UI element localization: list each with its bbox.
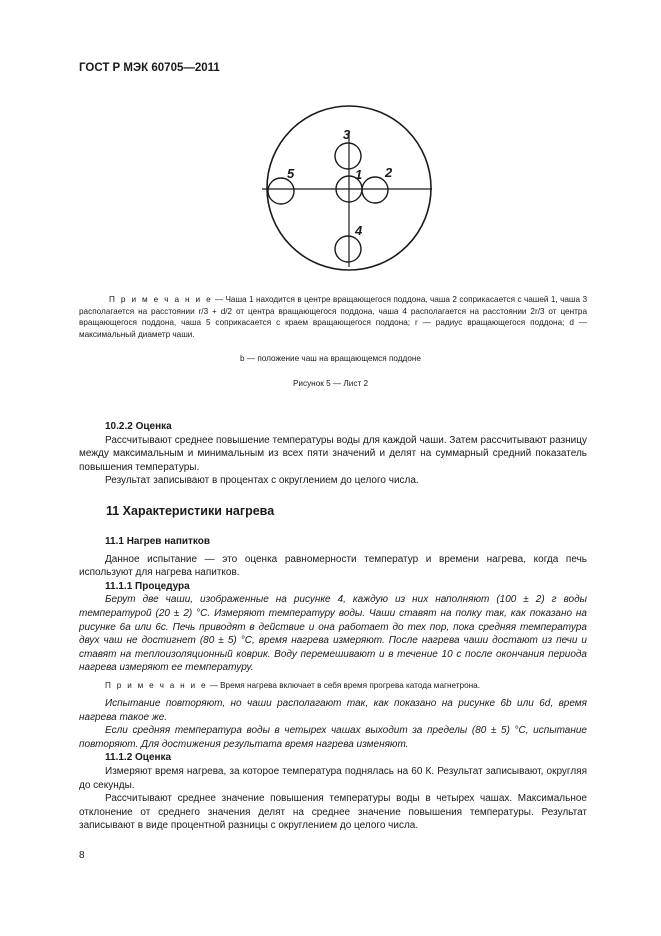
note-prefix: П р и м е ч а н и е [109,295,213,304]
section-10-2-2 [79,420,587,488]
cup-label-4: 4 [355,223,363,238]
section-10-2-2-title: 10.2.2 Оценка [105,421,172,432]
cup-2 [362,177,388,203]
inline-note-prefix: П р и м е ч а н и е [105,680,208,690]
paragraph: Если средняя температура воды в четырех чашах выходит за пределы (80 ± 5) °С, испытание повторяют. Для достижения результата время нагрева изменяют. [79,725,587,750]
figure-caption: Рисунок 5 — Лист 2 [292,379,369,388]
note-text: — Чаша 1 находится в центре вращающегося поддона, чаша 2 соприкасается с чашей 1, чаша 3 располагается на расстоянии r/3 + d/2 от центра вращающегося поддона, чаша 4 располагается на расстоянии 2r/3 от центра вращающегося поддона, чаша 5 соприкасается с краем вращающегося поддона; r — радиус вращающегося поддона; d — максимальный диаметр чаши. [79,295,587,339]
cup-3 [335,143,361,169]
section-11-title: 11 Характеристики нагрева [106,504,275,518]
turntable-figure [262,105,432,275]
section-11-1-title: 11.1 Нагрев напитков [105,536,211,547]
inline-note [79,680,587,692]
paragraph: Испытание повторяют, но чаши располагают так, как показано на рисунке 6b или 6d, время нагрева такое же. [79,697,587,723]
figure-subcaption: b — положение чаш на вращающемся поддоне [240,354,421,363]
paragraph: Рассчитывают среднее повышение температуры воды для каждой чаши. Затем рассчитывают разницу между максимальным и минимальным из всех пяти значений и делят на суммарный средний показатель повышения температуры. [79,434,587,473]
document-header: ГОСТ Р МЭК 60705—2011 [79,62,220,74]
paragraph: Результат записывают в процентах с округлением до целого числа. [105,475,419,487]
cup-4 [335,236,361,262]
paragraph: Измеряют время нагрева, за которое температура поднялась на 60 К. Результат записывают, округляя до секунды. [79,765,587,791]
page-number: 8 [79,850,85,861]
paragraph: Рассчитывают среднее значение повышения температуры воды в четырех чашах. Максимальное отклонение от среднего значения делят на среднее значение повышения температуры. Результат записывают в виде процентной разницы с округлением до целого числа. [79,793,587,832]
inline-note-text: — Время нагрева включает в себя время прогрева катода магнетрона. [207,680,480,690]
section-11-1-2-title: 11.1.2 Оценка [105,752,172,764]
cup-5 [268,178,294,204]
paragraph: Данное испытание — это оценка равномерности температур и времени нагрева, когда печь используют для нагрева напитков. [79,553,587,579]
cup-label-5: 5 [287,166,295,181]
section-11-1-1-title: 11.1.1 Процедура [105,580,190,592]
section-11-1 [79,535,587,833]
cup-label-2: 2 [385,165,393,180]
figure-note [79,294,587,340]
paragraph: Берут две чаши, изображенные на рисунке 4, каждую из них наполняют (100 ± 2) г воды температурой (20 ± 2) °С. Измеряют температуру воды. Чаши ставят на полку так, как показано на рисунке 6а или 6с. Печь приводят в действие и она работает до тех пор, пока средняя температура двух чаш не достигнет (80 ± 5) °С, время нагрева измеряют. После нагрева чаши достают из печи и ставят на теплоизоляционный коврик. Воду перемешивают и в течение 10 с после окончания периода нагрева измеряют ее температуру. [79,594,587,674]
cup-label-1: 1 [355,167,363,182]
cup-label-3: 3 [343,127,351,142]
